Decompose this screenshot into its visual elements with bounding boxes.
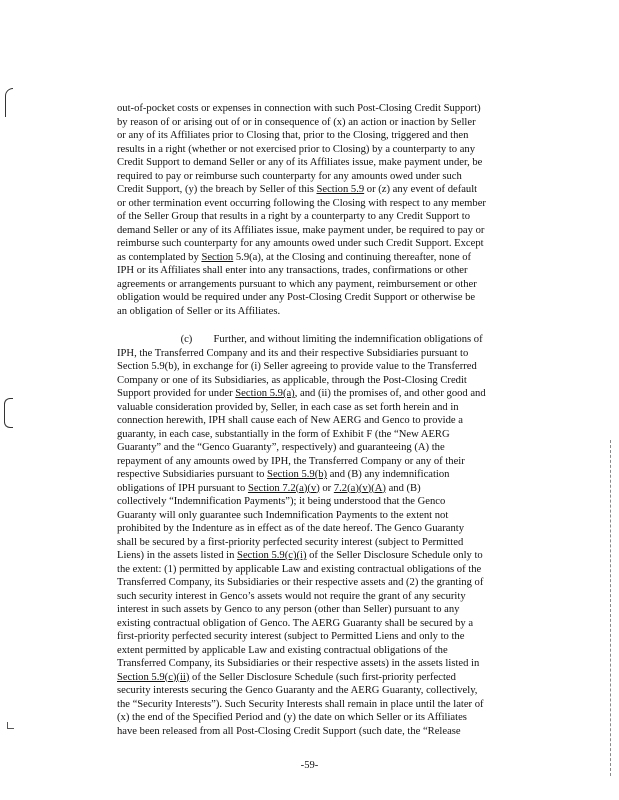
text-line: Credit Support, (y) the breach by Seller of this Section 5.9 or (z) any event of default bbox=[117, 184, 478, 195]
text-line: repayment of any amounts owed by IPH, the Transferred Company or any of their bbox=[117, 455, 465, 467]
text-line: IPH, the Transferred Company and its and their respective Subsidiaries pursuant to bbox=[117, 347, 469, 359]
text-line: first-priority perfected security interest (subject to Permitted Liens and only to the bbox=[117, 631, 465, 642]
text-line: respective Subsidiaries pursuant to Section 5.9(b) and (B) any indemnification bbox=[117, 469, 450, 480]
text-line: extent permitted by applicable Law and existing contractual obligations of the bbox=[117, 644, 448, 656]
section-reference: 7.2(a)(v)(A) bbox=[333, 482, 386, 494]
section-reference: Section 5.9 bbox=[316, 184, 365, 195]
text-line: Liens) in the assets listed in Section 5.9(c)(i) of the Seller Disclosure Schedule only to bbox=[117, 550, 483, 561]
section-reference: Section 5.9(a) bbox=[235, 388, 295, 399]
text-line: valuable consideration provided by, Seller, in each case as set forth herein and in bbox=[117, 401, 459, 413]
scan-bracket-mark bbox=[4, 398, 13, 428]
text-line: Transferred Company, its Subsidiaries or their respective assets) in the assets listed in bbox=[117, 658, 480, 669]
section-reference: Section 5.9(c)(i) bbox=[237, 550, 307, 561]
text-line: Transferred Company, its Subsidiaries or their respective assets and (2) the granting of bbox=[117, 577, 484, 588]
text-line: as contemplated by Section 5.9(a), at the Closing and continuing thereafter, none of bbox=[117, 251, 472, 263]
text-line: such security interest in Genco’s assets would not require the grant of any security bbox=[117, 590, 466, 602]
text-line: connection herewith, IPH shall cause each of New AERG and Genco to provide a bbox=[117, 415, 463, 426]
text-line: by reason of or arising out of or in consequence of (x) an action or inaction by Seller bbox=[117, 116, 476, 128]
text-line: guaranty, in each case, substantially in the form of Exhibit F (the “New AERG bbox=[117, 428, 450, 440]
scan-tick-mark bbox=[7, 722, 14, 729]
text-line: of the Seller Group that results in a right by a counterparty to any Credit Support to bbox=[117, 211, 471, 222]
text-line: Guaranty” and the “Genco Guaranty”, respectively) and guaranteeing (A) the bbox=[117, 442, 445, 453]
text-line: (c) Further, and without limiting the indemnification obligations of bbox=[117, 334, 483, 345]
text-line: Credit Support to demand Seller or any of its Affiliates issue, make payment under, be bbox=[117, 157, 483, 168]
margin-revision-bar bbox=[610, 440, 611, 776]
text-line: interest in such assets by Genco to any person (other than Seller) pursuant to any bbox=[117, 604, 460, 615]
paragraph-c bbox=[117, 333, 549, 738]
text-line: (x) the end of the Specified Period and (y) the date on which Seller or its Affiliates bbox=[117, 712, 467, 723]
text-line: results in a right (whether or not exercised prior to Closing) by a counterparty to any bbox=[117, 143, 476, 155]
scan-bracket-mark bbox=[5, 88, 13, 117]
text-line: Section 5.9(b), in exchange for (i) Seller agreeing to provide value to the Transferred bbox=[117, 361, 477, 372]
text-line: reimburse such counterparty for any amounts owed under such Credit Support. Except bbox=[117, 238, 484, 249]
text-line: required to pay or reimburse such counterparty for any amounts owed under such bbox=[117, 170, 462, 182]
text-line: or any of its Affiliates prior to Closing that, prior to the Closing, triggered and then bbox=[117, 130, 469, 141]
text-line: Support provided for under Section 5.9(a), and (ii) the promises of, and other good and bbox=[117, 388, 486, 399]
section-reference: Section 5.9(b) bbox=[267, 469, 328, 480]
text-line: an obligation of Seller or its Affiliates. bbox=[117, 305, 281, 317]
text-line: Company or one of its Subsidiaries, as applicable, through the Post-Closing Credit bbox=[117, 374, 467, 386]
text-line: existing contractual obligation of Genco. The AERG Guaranty shall be secured by a bbox=[117, 617, 474, 629]
text-line: collectively “Indemnification Payments”); it being understood that the Genco bbox=[117, 496, 446, 507]
section-reference: Section bbox=[201, 251, 234, 263]
text-line: shall be secured by a first-priority perfected security interest (subject to Permitted bbox=[117, 536, 464, 548]
section-reference: Section 7.2(a)(v) bbox=[247, 482, 320, 494]
text-line: obligation would be required under any Post-Closing Credit Support or otherwise be bbox=[117, 292, 476, 303]
text-line: out-of-pocket costs or expenses in connection with such Post-Closing Credit Support) bbox=[117, 103, 481, 114]
text-line: Guaranty will only guarantee such Indemnification Payments to the extent not bbox=[117, 509, 449, 521]
section-reference: Section 5.9(c)(ii) bbox=[117, 671, 190, 683]
text-line: Section 5.9(c)(ii) of the Seller Disclosure Schedule (such first-priority perfected bbox=[117, 671, 456, 683]
text-line: have been released from all Post-Closing Credit Support (such date, the “Release bbox=[117, 725, 461, 737]
text-line: obligations of IPH pursuant to Section 7.2(a)(v) or 7.2(a)(v)(A) and (B) bbox=[117, 482, 421, 494]
text-line: the extent: (1) permitted by applicable Law and existing contractual obligations of the bbox=[117, 563, 482, 575]
text-line: or other termination event occurring following the Closing with respect to any member bbox=[117, 197, 486, 209]
text-line: agreements or arrangements pursuant to which any payment, reimbursement or other bbox=[117, 278, 477, 290]
text-line: IPH or its Affiliates shall enter into any transactions, trades, confirmations or other bbox=[117, 265, 468, 276]
text-line: the “Security Interests”). Such Security Interests shall remain in place until the later of bbox=[117, 698, 484, 710]
text-line: demand Seller or any of its Affiliates issue, make payment under, be required to pay or bbox=[117, 224, 485, 236]
page-number: -59- bbox=[300, 760, 319, 771]
text-line: security interests securing the Genco Guaranty and the AERG Guaranty, collectively, bbox=[117, 685, 478, 696]
paragraph-b-continued bbox=[117, 102, 549, 318]
text-line: prohibited by the Indenture as in effect as of the date hereof. The Genco Guaranty bbox=[117, 523, 465, 534]
